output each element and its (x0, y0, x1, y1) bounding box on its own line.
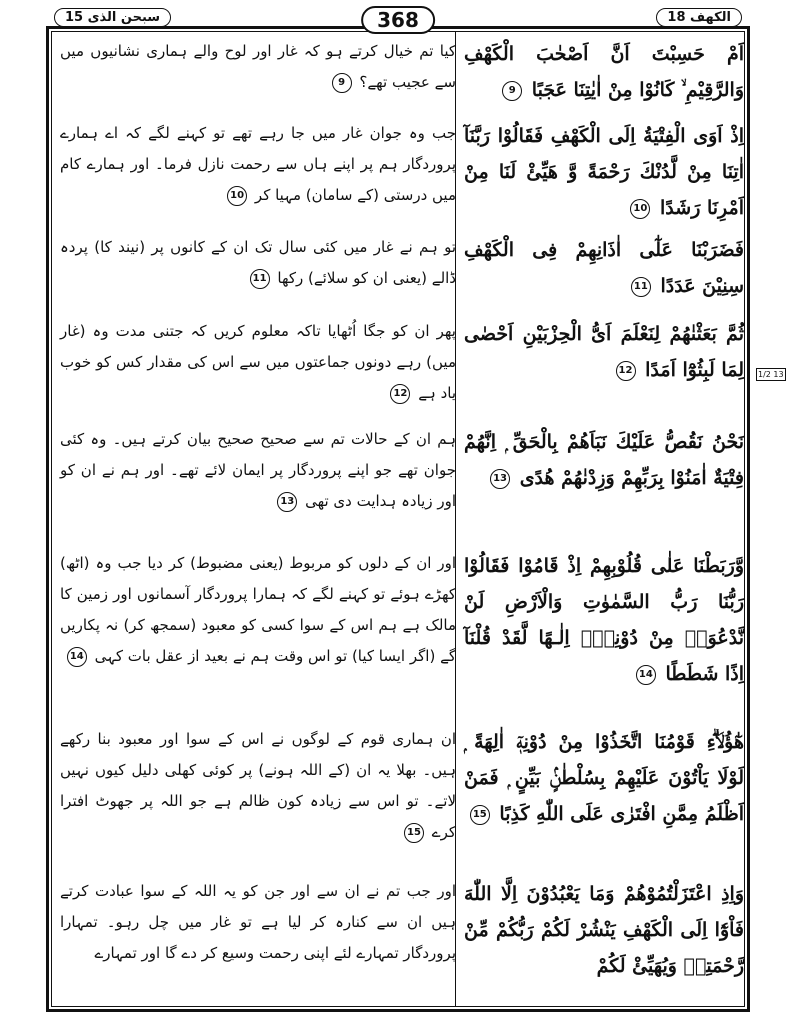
arabic-text: ثُمَّ بَعَثْنٰهُمْ لِنَعْلَمَ اَىُّ الْحِزْبَيْنِ اَحْصٰى لِمَا لَبِثُوْٓا اَمَدًا 12 (464, 323, 744, 381)
arabic-text: نَحْنُ نَقُصُّ عَلَيْكَ نَبَاَهُمْ بِالْحَقِّ ۭ اِنَّهُمْ فِتْيَةٌ اٰمَنُوْا بِرَبِّهِمْ وَزِدْنٰهُمْ هُدًى 13 (464, 431, 744, 489)
verse-number-icon: 11 (250, 269, 270, 289)
urdu-translation: ہم ان کے حالات تم سے صحیح صحیح بیان کرتے ہیں۔ وہ کئی جوان تھے جو اپنے پروردگار پر ایمان لائے تھے۔ اور ہم نے ان کو اور زیادہ ہدایت دی تھی 13 (60, 430, 456, 510)
urdu-translation: اور جب تم نے ان سے اور جن کو یہ اللہ کے سوا عبادت کرتے ہیں ان سے کنارہ کر لیا ہے تو غار میں چل رہو۔ تمہارا پروردگار تمہارے لئے اپنی رحمت وسیع کر دے گا اور تمہارے (60, 882, 456, 962)
verse-number-icon: 9 (332, 73, 352, 93)
arabic-text: وَّرَبَطْنَا عَلٰى قُلُوْبِهِمْ اِذْ قَامُوْا فَقَالُوْا رَبُّنَا رَبُّ السَّمٰوٰتِ وَالْاَرْضِ لَنْ نَّدْعُوَا۟ مِنْ دُوْنِهٖٓ اِلٰـهًا لَّقَدْ قُلْنَآ اِذًا شَطَطًا 14 (464, 555, 744, 685)
urdu-translation: تو ہم نے غار میں کئی سال تک ان کے کانوں پر (نیند کا) پردہ ڈالے (یعنی ان کو سلائے) رکھا 11 (60, 238, 456, 287)
arabic-text: اِذْ اَوَى الْفِتْيَةُ اِلَى الْكَهْفِ فَقَالُوْا رَبَّنَآ اٰتِنَا مِنْ لَّدُنْكَ رَحْمَةً وَّ هَيِّئْ لَنَا مِنْ اَمْرِنَا رَشَدًا 10 (464, 125, 744, 219)
verse-number-icon: 15 (470, 805, 490, 825)
surah-tag: الکھف 18 (656, 8, 742, 27)
verse-number-icon: 13 (277, 492, 297, 512)
verse-number-icon: 12 (616, 361, 636, 381)
verse-number-icon: 14 (636, 665, 656, 685)
verse-number-icon: 10 (630, 199, 650, 219)
arabic-text: وَاِذِ اعْتَزَلْتُمُوْهُمْ وَمَا يَعْبُدُوْنَ اِلَّا اللّٰهَ فَاْوٗٓا اِلَى الْكَهْفِ يَنْشُرْ لَكُمْ رَبُّكُمْ مِّنْ رَّحْمَتِهٖ وَيُهَيِّئْ لَكُمْ (464, 883, 744, 977)
para-tag: سبحن الذی 15 (54, 8, 171, 27)
urdu-translation: کیا تم خیال کرتے ہو کہ غار اور لوح والے ہماری نشانیوں میں سے عجیب تھے؟ 9 (60, 42, 456, 91)
arabic-text: اَمْ حَسِبْتَ اَنَّ اَصْحٰبَ الْكَهْفِ وَالرَّقِيْمِ ۙ كَانُوْا مِنْ اٰيٰتِنَا عَجَبًا 9 (464, 43, 744, 101)
page-number: 368 (361, 6, 435, 34)
urdu-translation: ان ہماری قوم کے لوگوں نے اس کے سوا اور معبود بنا رکھے ہیں۔ بھلا یہ ان (کے اللہ ہونے) پر کوئی کھلی دلیل کیوں نہیں لاتے۔ تو اس سے زیادہ کون ظالم ہے جو اللہ پر جھوٹ افترا کرے 15 (60, 730, 456, 841)
verse-number-icon: 15 (404, 823, 424, 843)
verse-number-icon: 9 (502, 81, 522, 101)
arabic-text: هٰٓؤُلَاۗءِ قَوْمُنَا اتَّخَذُوْا مِنْ دُوْنِهٖٓ اٰلِهَةً ۭ لَوْلَا يَاْتُوْنَ عَلَيْهِمْ بِسُلْطٰنٍۢ بَيِّنٍ ۭ فَمَنْ اَظْلَمُ مِمَّنِ افْتَرٰى عَلَى اللّٰهِ كَذِبًا 15 (464, 731, 744, 825)
urdu-translation: جب وہ جوان غار میں جا رہے تھے تو کہنے لگے کہ اے ہمارے پروردگار ہم پر اپنے ہاں سے رحمت نازل فرما۔ اور ہمارے کام میں درستی (کے سامان) مہیا کر 10 (60, 124, 456, 204)
verse-number-icon: 14 (67, 647, 87, 667)
verse-number-icon: 10 (227, 186, 247, 206)
verse-number-icon: 12 (390, 384, 410, 404)
arabic-text: فَضَرَبْنَا عَلٰٓى اٰذَانِهِمْ فِى الْكَهْفِ سِنِيْنَ عَدَدًا 11 (464, 239, 744, 297)
verse-number-icon: 13 (490, 469, 510, 489)
urdu-translation: اور ان کے دلوں کو مربوط (یعنی مضبوط) کر دیا جب وہ (اٹھ) کھڑے ہوئے تو کہنے لگے کہ ہمارا پروردگار آسمانوں اور زمین کا مالک ہے ہم اس کے سوا کسی کو معبود (سمجھ کر) نہ پکاریں گے (اگر ایسا کیا) تو اس وقت ہم نے بعید از عقل بات کہی 14 (60, 554, 456, 665)
urdu-translation: پھر ان کو جگا اُٹھایا تاکہ معلوم کریں کہ جتنی مدت وہ (غار میں) رہے دونوں جماعتوں میں سے اس کی مقدار کس کو خوب یاد ہے 12 (60, 322, 456, 402)
ruku-marker: 1/2 13 (758, 370, 784, 379)
verse-number-icon: 11 (631, 277, 651, 297)
page-header (46, 6, 750, 34)
